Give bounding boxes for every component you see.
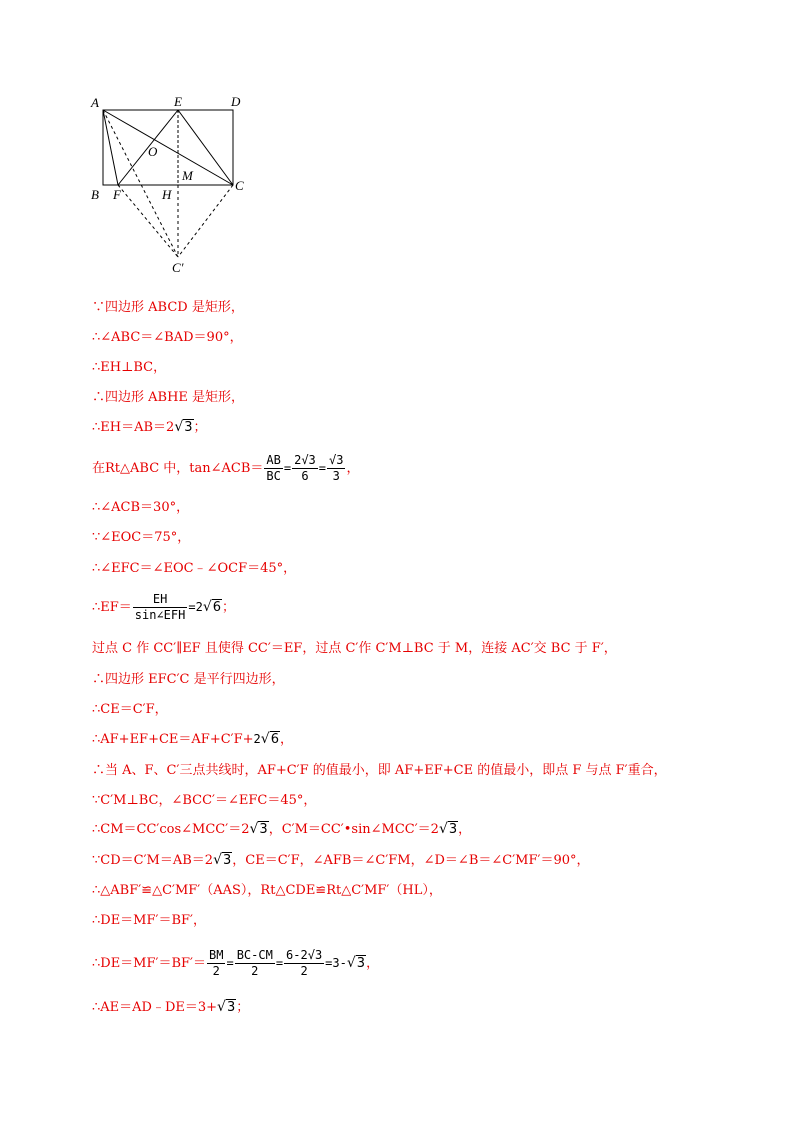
proof-line-17: ∴CM＝CC′cos∠MCC′＝2√3，C′M＝CC′•sin∠MCC′＝2√3， [92,821,472,837]
sqrt-3e: √3 [346,955,366,971]
proof-line-21-text: ∴DE＝MF′＝BF′＝ [92,956,206,971]
sqrt-3b: √3 [249,821,268,837]
proof-line-12: ∴四边形 EFC′C 是平行四边形， [92,672,285,687]
proof-line-9: ∴∠EFC＝∠EOC﹣∠OCF＝45°， [92,561,297,576]
label-a: A [91,95,99,110]
proof-line-6: 在Rt△ABC 中，tan∠ACB＝ $\frac{AB}{BC}$ = $\frac{2√3}{6}$ = $\frac{√3}{3}$ ， [92,453,360,483]
proof-line-11: 过点 C 作 CC′∥EF 且使得 CC′＝EF，过点 C′作 C′M⊥BC 于 M，连接 AC′交 BC 于 F′， [92,641,617,656]
label-o: O [148,144,158,159]
fraction-ab-bc: $\frac{AB}{BC}$ [266,453,281,483]
sqrt-6b: √6 [260,731,279,747]
sqrt-3: √3 [174,419,193,435]
proof-line-5-text: ∴EH＝AB＝2 [92,420,175,435]
proof-line-10: ∴EF＝ $\frac{EH}{\text{sin∠EFH}}$ =2√6； [92,592,236,622]
proof-line-21: ∴DE＝MF′＝BF′＝ $\frac{BM}{2}$ = $\frac{BC-CM}{2}$ = $\frac{6-2√3}{2}$ =3-√3， [92,948,380,978]
proof-line-6-text: 在Rt△ABC 中，tan∠ACB＝ [92,461,264,476]
fraction-bm-2: $\frac{BM}{2}$ [209,948,224,978]
label-b: B [91,187,99,202]
geometry-figure [86,92,256,282]
proof-line-19: ∴△ABF′≌△C′MF′（AAS），Rt△CDE≌Rt△C′MF′（HL）， [92,883,442,898]
proof-line-14: ∴AF+EF+CE＝AF+C′F+2√6， [92,731,293,747]
proof-line-5: ∴EH＝AB＝2√3； [92,419,207,435]
sqrt-3f: √3 [217,999,236,1015]
fraction-sqrt3-3: $\frac{√3}{3}$ [329,453,344,483]
proof-line-22-text: ∴AE＝AD﹣DE＝3+ [92,1000,218,1015]
fraction-6-2sqrt3-2: $\frac{6-2√3}{2}$ [286,948,323,978]
proof-line-20: ∴DE＝MF′＝BF′， [92,913,206,928]
sqrt-3d: √3 [213,852,232,868]
ef-value: =2 [188,600,203,614]
proof-line-8: ∵∠EOC＝75°， [92,530,191,545]
fraction-eh-sin-efh: $\frac{EH}{\text{sin∠EFH}}$ [134,592,186,622]
sqrt-3c: √3 [438,821,458,837]
proof-line-18-tail: ，CE＝C′F，∠AFB＝∠C′FM，∠D＝∠B＝∠C′MF′＝90°， [232,853,590,868]
sqrt-6: √6 [202,599,222,615]
fraction-2sqrt3-6: $\frac{2√3}{6}$ [294,453,316,483]
label-m: M [182,168,193,183]
proof-line-22: ∴AE＝AD﹣DE＝3+√3； [92,999,250,1015]
proof-line-2: ∴∠ABC＝∠BAD＝90°， [92,330,243,345]
label-h: H [162,187,172,202]
fraction-bc-cm-2: $\frac{BC-CM}{2}$ [236,948,273,978]
label-f: F [113,187,121,202]
proof-line-13: ∴CE＝C′F， [92,702,168,717]
proof-line-16: ∵C′M⊥BC，∠BCC′＝∠EFC＝45°， [92,793,317,808]
label-d: D [231,94,241,109]
label-c-prime: C′ [172,260,184,275]
label-e: E [174,94,182,109]
proof-line-15: ∴当 A、F、C′三点共线时，AF+C′F 的值最小，即 AF+EF+CE 的值最小，即点 F 与点 F′重合， [92,763,667,778]
proof-line-17-tail: ，C′M＝CC′•sin∠MCC′＝2 [268,822,439,837]
proof-line-18 [92,851,590,870]
proof-line-18-text: ∵CD＝C′M＝AB＝2 [92,853,214,868]
proof-line-3: ∴EH⊥BC， [92,360,167,375]
proof-line-1: ∵四边形 ABCD 是矩形， [92,300,244,315]
de-value: =3- [325,956,347,970]
proof-line-14-text: ∴AF+EF+CE＝AF+C′F+ [92,732,254,747]
proof-line-17-text: ∴CM＝CC′cos∠MCC′＝2 [92,822,250,837]
proof-line-7: ∴∠ACB＝30°， [92,500,190,515]
segment-af [103,110,118,185]
proof-line-4: ∴四边形 ABHE 是矩形， [92,390,245,405]
label-c: C [235,178,244,193]
proof-line-10-text: ∴EF＝ [92,600,132,615]
segment-cc-prime [178,185,233,257]
